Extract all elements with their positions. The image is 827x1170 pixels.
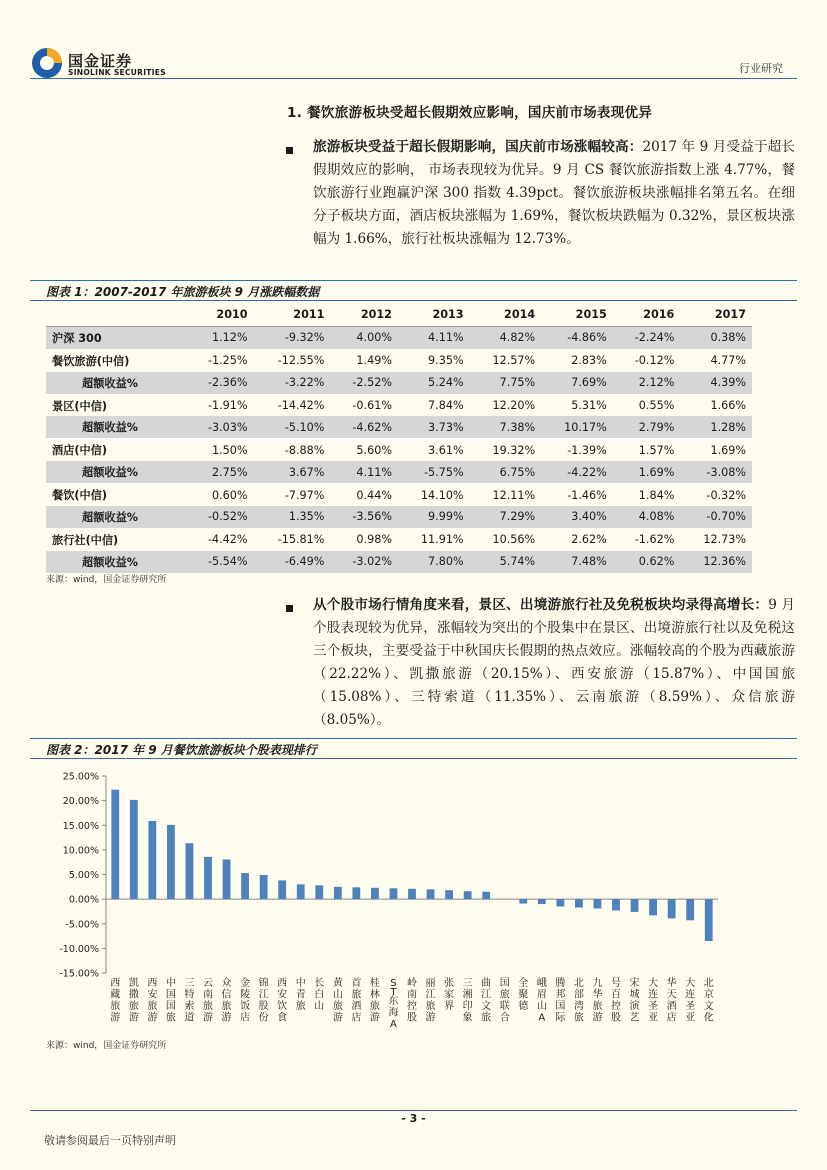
x-tick-label: 金陵饭店 [240, 978, 251, 1024]
x-tick-label: 大连圣亚 [648, 978, 659, 1024]
bar [334, 887, 342, 899]
table-cell: 0.55% [638, 399, 675, 412]
table-cell: 0.38% [680, 326, 752, 349]
row-label: 酒店(中信) [52, 444, 107, 458]
row-label: 旅行社(中信) [52, 533, 119, 547]
table-cell: 4.39% [680, 372, 752, 394]
table-cell: 12.20% [492, 399, 536, 412]
table-cell: 5.24% [398, 372, 470, 394]
bar [649, 899, 657, 915]
table-cell: -14.42% [277, 399, 325, 412]
table-cell: 3.67% [254, 461, 331, 483]
x-tick-label: 腾邦国际 [555, 978, 566, 1024]
x-tick-label: 华天酒店 [666, 978, 677, 1024]
bar [556, 899, 564, 906]
page-number: - 3 - [401, 1112, 426, 1125]
bar [223, 859, 231, 899]
x-tick-label: 西安饮食 [277, 978, 288, 1024]
table-cell: -3.56% [330, 506, 398, 528]
bar [519, 899, 527, 903]
bar [594, 899, 602, 908]
table-cell: -4.42% [207, 533, 248, 547]
table-cell: 12.11% [492, 488, 536, 502]
bar [575, 899, 583, 907]
logo-text-en: SINOLINK SECURITIES [68, 68, 166, 77]
x-tick-label: S T 东海 A [388, 978, 399, 1030]
y-tick-label: -5.00% [65, 919, 99, 931]
table-cell: 1.69% [710, 443, 746, 457]
bar [686, 899, 694, 920]
paragraph-lead: 从个股市场行情角度来看，景区、出境游旅行社及免税板块均录得高增长： [313, 597, 769, 613]
bar [390, 888, 398, 899]
x-tick-label: 凯撒旅游 [128, 978, 139, 1024]
table-cell: 4.11% [330, 461, 398, 483]
x-tick-label: 众信旅游 [221, 978, 232, 1024]
table-cell: 0.62% [613, 551, 681, 573]
table-cell: -8.88% [284, 443, 325, 457]
table-cell: -1.62% [634, 533, 675, 547]
table-cell: -15.81% [277, 533, 325, 547]
row-label: 餐饮旅游(中信) [52, 354, 130, 368]
column-header [46, 304, 186, 326]
table-cell: 0.98% [356, 533, 392, 547]
bar [427, 889, 435, 899]
table-cell: 12.36% [680, 551, 752, 573]
table-cell: 1.57% [638, 443, 675, 457]
bullet-icon [286, 605, 293, 612]
column-header: 2012 [330, 304, 398, 326]
table-cell: 1.28% [680, 416, 752, 438]
table-cell: 19.32% [492, 443, 536, 457]
table-cell: 4.00% [330, 326, 398, 349]
bar [705, 899, 713, 941]
table-cell: -1.25% [207, 354, 248, 368]
figure2-top-rule [30, 738, 797, 739]
table-cell: -0.32% [706, 488, 746, 502]
x-tick-label: 中国国旅 [165, 978, 176, 1024]
bar [482, 892, 490, 899]
bar [186, 843, 194, 899]
table-cell: 7.69% [541, 372, 613, 394]
table-cell: 3.73% [398, 416, 470, 438]
table-cell: 5.31% [571, 399, 607, 412]
column-header: 2016 [613, 304, 681, 326]
table-cell: 7.80% [398, 551, 470, 573]
table-cell: 4.82% [470, 326, 542, 349]
table-cell: -4.86% [541, 326, 613, 349]
bar [297, 884, 305, 899]
table-cell: -0.12% [634, 354, 675, 368]
table-cell: 9.35% [428, 354, 464, 368]
report-category: 行业研究 [739, 62, 783, 75]
x-tick-label: 国旅联合 [499, 978, 510, 1024]
y-tick-label: 20.00% [62, 796, 99, 808]
figure1-source: 来源：wind，国金证券研究所 [46, 575, 167, 585]
table-cell: -1.39% [567, 443, 607, 457]
table-row [46, 506, 752, 528]
logo-mark-icon [30, 46, 64, 80]
x-tick-label: 首旅酒店 [351, 978, 362, 1024]
table-cell: 14.10% [420, 488, 464, 502]
x-tick-label: 大连圣亚 [685, 978, 696, 1024]
table-cell: 4.11% [398, 326, 470, 349]
section-title: 1. 餐饮旅游板块受超长假期效应影响，国庆前市场表现优异 [287, 105, 653, 121]
table-cell: 1.35% [254, 506, 331, 528]
table-row [46, 528, 752, 550]
table-cell: 1.69% [613, 461, 681, 483]
bar [241, 873, 249, 899]
row-label: 超额收益% [46, 551, 186, 573]
bar [631, 899, 639, 912]
y-tick-label: -10.00% [59, 943, 99, 955]
table-cell: 7.75% [470, 372, 542, 394]
table-cell: -3.03% [186, 416, 254, 438]
bar [148, 821, 156, 899]
bar [278, 880, 286, 899]
table-cell: -3.02% [330, 551, 398, 573]
table-cell: -5.54% [186, 551, 254, 573]
paragraph-lead: 旅游板块受益于超长假期影响，国庆前市场涨幅较高： [313, 139, 643, 155]
table-cell: -1.91% [207, 399, 248, 412]
table-cell: 6.75% [470, 461, 542, 483]
bar [371, 888, 379, 899]
table-row [46, 484, 752, 506]
paragraph-stock-performance [313, 594, 795, 731]
x-tick-label: 号百控股 [611, 978, 621, 1024]
table-cell: 5.74% [470, 551, 542, 573]
table-cell: 4.77% [710, 354, 746, 368]
bar [668, 899, 676, 918]
table-cell: -5.75% [398, 461, 470, 483]
table-row [46, 349, 752, 371]
row-label: 超额收益% [46, 416, 186, 438]
table-cell: 1.49% [356, 354, 392, 368]
column-header: 2010 [186, 304, 254, 326]
table-cell: -1.46% [567, 488, 607, 502]
table-cell: 7.29% [470, 506, 542, 528]
table-header-row [46, 304, 752, 326]
table-cell: 3.40% [541, 506, 613, 528]
table-cell: 7.84% [428, 399, 464, 412]
row-label: 超额收益% [46, 372, 186, 394]
bar [111, 790, 119, 899]
row-label: 景区(中信) [52, 399, 107, 413]
disclaimer-note: 敬请参阅最后一页特别声明 [44, 1134, 176, 1147]
table-cell: 0.44% [356, 488, 392, 502]
table-cell: 7.38% [470, 416, 542, 438]
table-row [46, 372, 752, 394]
table-cell: 12.57% [492, 354, 536, 368]
table-cell: 1.66% [710, 399, 746, 412]
table-row [46, 416, 752, 438]
table-cell: -0.70% [680, 506, 752, 528]
stock-performance-chart [46, 768, 752, 1030]
table-cell: -2.52% [330, 372, 398, 394]
table-cell: 7.48% [541, 551, 613, 573]
table-cell: 5.60% [356, 443, 392, 457]
table-cell: -0.52% [186, 506, 254, 528]
table-row [46, 326, 752, 349]
figure1-top-rule [30, 280, 797, 281]
x-tick-label: 曲江文旅 [481, 978, 492, 1024]
table-row [46, 439, 752, 461]
x-tick-label: 峨眉山 A [536, 978, 547, 1024]
y-tick-label: 10.00% [62, 845, 99, 857]
x-tick-label: 北京文化 [703, 978, 714, 1024]
y-tick-label: 0.00% [68, 894, 99, 906]
table-cell: -3.08% [680, 461, 752, 483]
x-tick-label: 云南旅游 [203, 978, 213, 1024]
table-cell: -0.61% [352, 399, 392, 412]
x-tick-label: 三特索道 [184, 978, 195, 1024]
table-cell: 2.62% [571, 533, 607, 547]
x-tick-label: 全聚德 [518, 978, 529, 1012]
x-tick-label: 西藏旅游 [110, 978, 121, 1024]
table-cell: -7.97% [284, 488, 325, 502]
paragraph-tourism-summary [313, 136, 795, 251]
table-cell: -6.49% [254, 551, 331, 573]
returns-table [46, 304, 752, 573]
paragraph-body: 2017 年 9 月受益于超长假期效应的影响， 市场表现较为优异。9 月 CS 餐饮旅游指数上涨 4.77%，餐饮旅游行业跑赢沪深 300 指数 4.39pct。餐饮旅游板块涨幅排名第五名。在细分子板块方面，酒店板块涨幅为 1.69%，餐饮板块跌幅为 0.32%，景区板块涨幅为 1.66%，旅行社板块涨幅为 12.73%。 [313, 139, 795, 247]
table-cell: 2.79% [613, 416, 681, 438]
table-cell: 2.75% [186, 461, 254, 483]
table-cell: 10.56% [492, 533, 536, 547]
bar [260, 875, 268, 899]
table-cell: -9.32% [254, 326, 331, 349]
x-tick-label: 张家界 [444, 978, 455, 1012]
company-logo [30, 46, 170, 86]
x-tick-label: 西安旅游 [147, 978, 158, 1024]
table-cell: 0.60% [212, 488, 248, 502]
table-cell: 1.84% [638, 488, 675, 502]
x-tick-label: 岭南控股 [407, 978, 417, 1024]
x-tick-label: 黄山旅游 [332, 978, 343, 1024]
table-cell: -4.62% [330, 416, 398, 438]
bullet-icon [286, 147, 293, 154]
x-tick-label: 三湘印象 [462, 978, 473, 1024]
figure2-title-rule [30, 758, 797, 759]
bar [352, 887, 360, 899]
x-tick-label: 北部湾旅 [573, 978, 584, 1024]
bar [612, 899, 620, 910]
table-cell: -2.24% [613, 326, 681, 349]
bar [167, 825, 175, 899]
row-label: 餐饮(中信) [52, 489, 107, 503]
x-tick-label: 宋城演艺 [629, 978, 640, 1024]
figure1-title: 图表 1：2007-2017 年旅游板块 9 月涨跌幅数据 [46, 285, 320, 299]
bar [538, 899, 546, 904]
table-cell: 9.99% [398, 506, 470, 528]
figure2-title: 图表 2：2017 年 9 月餐饮旅游板块个股表现排行 [46, 743, 317, 757]
bar [130, 800, 138, 899]
bar [315, 885, 323, 899]
column-header: 2011 [254, 304, 331, 326]
table-row [46, 551, 752, 573]
bar [408, 889, 416, 899]
row-label: 超额收益% [46, 506, 186, 528]
x-tick-label: 锦江股份 [258, 978, 269, 1024]
figure2-source: 来源：wind，国金证券研究所 [46, 1041, 167, 1051]
paragraph-body: 9 月个股表现较为优异，涨幅较为突出的个股集中在景区、出境游旅行社以及免税这三个板块，主要受益于中秋国庆长假期的热点效应。涨幅较高的个股为西藏旅游（22.22%）、凯撒旅游（20.15%）、西安旅游（15.87%）、中国国旅（15.08%）、三特索道（11.35%）、云南旅游（8.59%）、众信旅游（8.05%）。 [313, 597, 795, 728]
table-row [46, 394, 752, 416]
table-cell: 3.61% [428, 443, 464, 457]
x-tick-label: 九华旅游 [592, 978, 603, 1024]
table-cell: 12.73% [703, 533, 746, 547]
table-cell: 11.91% [420, 533, 464, 547]
table-cell: -2.36% [186, 372, 254, 394]
table-cell: 1.50% [212, 443, 248, 457]
table-row [46, 461, 752, 483]
x-tick-label: 丽江旅游 [425, 978, 436, 1024]
table-cell: 1.12% [186, 326, 254, 349]
header-divider [30, 78, 797, 79]
y-tick-label: 15.00% [62, 820, 99, 832]
column-header: 2017 [680, 304, 752, 326]
table-cell: -12.55% [277, 354, 325, 368]
column-header: 2013 [398, 304, 470, 326]
y-tick-label: -15.00% [59, 968, 99, 980]
table-cell: 10.17% [541, 416, 613, 438]
x-tick-label: 长白山 [314, 978, 325, 1012]
table-cell: -5.10% [254, 416, 331, 438]
table-cell: 2.12% [613, 372, 681, 394]
bar [204, 857, 212, 899]
x-tick-label: 中青旅 [295, 978, 306, 1012]
column-header: 2014 [470, 304, 542, 326]
bar [445, 890, 453, 899]
row-label: 超额收益% [46, 461, 186, 483]
x-tick-label: 桂林旅游 [369, 978, 380, 1024]
logo-text-cn: 国金证券 [68, 52, 133, 70]
bar [464, 891, 472, 899]
row-label: 沪深 300 [46, 326, 186, 349]
table-cell: -4.22% [541, 461, 613, 483]
table-cell: 2.83% [571, 354, 607, 368]
figure1-title-rule [30, 300, 797, 301]
table-cell: -3.22% [254, 372, 331, 394]
table-cell: 4.08% [613, 506, 681, 528]
column-header: 2015 [541, 304, 613, 326]
footer-divider [30, 1110, 797, 1111]
y-tick-label: 25.00% [62, 771, 99, 783]
y-tick-label: 5.00% [68, 870, 99, 881]
